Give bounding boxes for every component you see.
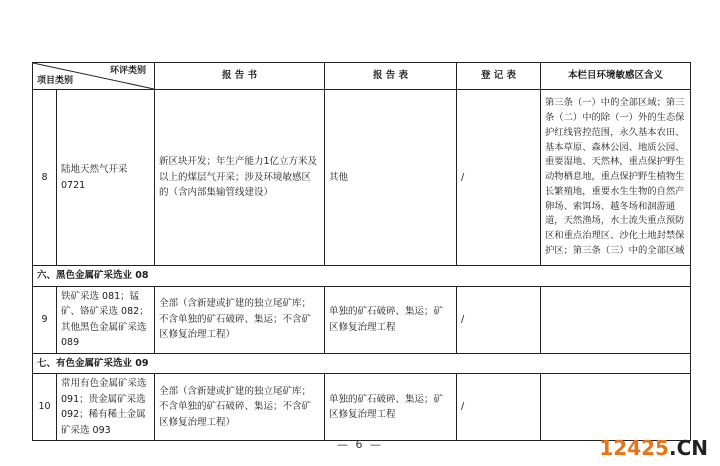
report-form-cell: 单独的矿石破碎、集运；矿区修复治理工程 — [325, 374, 457, 441]
section-row — [33, 353, 691, 374]
watermark-cn: CN — [676, 436, 708, 460]
project-category: 陆地天然气开采 0721 — [57, 90, 155, 266]
header-sensitive-area: 本栏目环境敏感区含义 — [541, 63, 691, 90]
table-header-row — [33, 63, 691, 90]
sensitive-area-cell: 第三条（一）中的全部区域；第三条（二）中的除（一）外的生态保护红线管控范围，永久基本农田、基本草原、森林公园、地质公园、重要湿地、天然林，重点保护野生动物栖息地，重点保护野生植物生长繁殖地，重要水生生物的自然产卵场、索饵场、越冬场和洄游通道，天然渔场，水土流失重点预防区和重点治理区、沙化土地封禁保护区；第三条（三）中的全部区域 — [541, 90, 691, 266]
regulation-table — [32, 62, 691, 441]
project-category: 铁矿采选 081；锰矿、铬矿采选 082；其他黑色金属矿采选 089 — [57, 286, 155, 353]
watermark-number: 12425 — [599, 436, 669, 460]
header-report-book: 报 告 书 — [155, 63, 325, 90]
sensitive-area-cell — [541, 286, 691, 353]
table-row — [33, 374, 691, 441]
header-project-category: 项目类别 — [37, 76, 74, 86]
row-number: 9 — [33, 286, 57, 353]
table-row — [33, 286, 691, 353]
header-registration: 登 记 表 — [457, 63, 541, 90]
section-row — [33, 266, 691, 287]
section-title: 七、有色金属矿采选业 09 — [33, 353, 691, 374]
header-report-form: 报 告 表 — [325, 63, 457, 90]
watermark-dot: . — [668, 436, 677, 460]
registration-cell: / — [457, 90, 541, 266]
watermark-logo — [599, 436, 708, 460]
registration-cell: / — [457, 374, 541, 441]
report-book-cell: 全部（含新建或扩建的独立尾矿库；不含单独的矿石破碎、集运；不含矿区修复治理工程） — [155, 286, 325, 353]
row-number: 8 — [33, 90, 57, 266]
table-row — [33, 90, 691, 266]
row-number: 10 — [33, 374, 57, 441]
project-category: 常用有色金属矿采选 091；贵金属矿采选 092；稀有稀土金属矿采选 093 — [57, 374, 155, 441]
section-title: 六、黑色金属矿采选业 08 — [33, 266, 691, 287]
report-book-cell: 新区块开发；年生产能力1亿立方米及以上的煤层气开采；涉及环境敏感区的（含内部集输管线建设） — [155, 90, 325, 266]
sensitive-area-cell — [541, 374, 691, 441]
report-book-cell: 全部（含新建或扩建的独立尾矿库；不含单独的矿石破碎、集运；不含矿区修复治理工程） — [155, 374, 325, 441]
header-env-category: 环评类别 — [109, 66, 146, 76]
page-number: — 6 — — [337, 438, 383, 451]
report-form-cell: 单独的矿石破碎、集运；矿区修复治理工程 — [325, 286, 457, 353]
diagonal-header-cell — [33, 63, 155, 90]
report-form-cell: 其他 — [325, 90, 457, 266]
registration-cell: / — [457, 286, 541, 353]
